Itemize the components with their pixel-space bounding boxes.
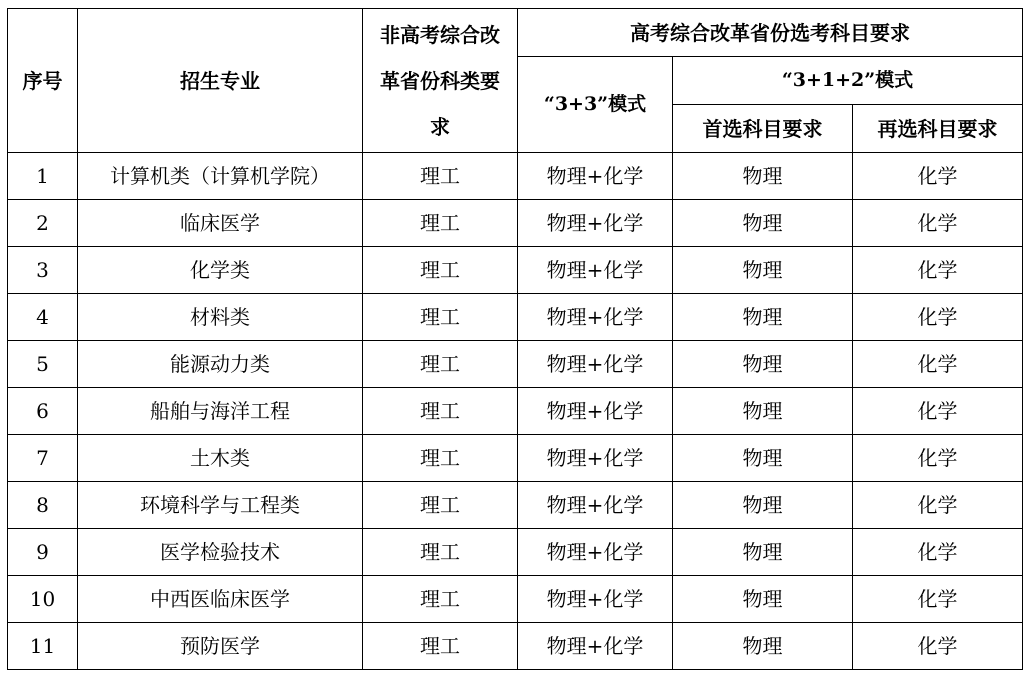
table-row bbox=[8, 482, 1023, 529]
table-row bbox=[8, 247, 1023, 294]
cell-non-reform: 理工 bbox=[363, 482, 518, 529]
header-mode-33: “3+3”模式 bbox=[518, 57, 673, 153]
table-row bbox=[8, 388, 1023, 435]
cell-first-choice: 物理 bbox=[673, 247, 853, 294]
cell-mode-33: 物理+化学 bbox=[518, 341, 673, 388]
admission-requirements-table bbox=[7, 8, 1023, 670]
table-header bbox=[8, 9, 1023, 153]
cell-mode-33: 物理+化学 bbox=[518, 576, 673, 623]
cell-first-choice: 物理 bbox=[673, 341, 853, 388]
cell-second-choice: 化学 bbox=[853, 294, 1023, 341]
cell-mode-33: 物理+化学 bbox=[518, 153, 673, 200]
cell-first-choice: 物理 bbox=[673, 200, 853, 247]
cell-second-choice: 化学 bbox=[853, 623, 1023, 670]
header-reform: 高考综合改革省份选考科目要求 bbox=[518, 9, 1023, 57]
cell-non-reform: 理工 bbox=[363, 576, 518, 623]
cell-non-reform: 理工 bbox=[363, 153, 518, 200]
cell-seq: 1 bbox=[8, 153, 78, 200]
cell-major: 计算机类（计算机学院） bbox=[78, 153, 363, 200]
cell-first-choice: 物理 bbox=[673, 576, 853, 623]
header-non-reform: 非高考综合改革省份科类要求 bbox=[363, 9, 518, 153]
cell-seq: 11 bbox=[8, 623, 78, 670]
cell-major: 中西医临床医学 bbox=[78, 576, 363, 623]
table-row bbox=[8, 576, 1023, 623]
cell-non-reform: 理工 bbox=[363, 435, 518, 482]
cell-seq: 10 bbox=[8, 576, 78, 623]
cell-seq: 9 bbox=[8, 529, 78, 576]
cell-second-choice: 化学 bbox=[853, 482, 1023, 529]
cell-non-reform: 理工 bbox=[363, 247, 518, 294]
cell-non-reform: 理工 bbox=[363, 623, 518, 670]
cell-non-reform: 理工 bbox=[363, 529, 518, 576]
cell-first-choice: 物理 bbox=[673, 482, 853, 529]
cell-seq: 8 bbox=[8, 482, 78, 529]
cell-second-choice: 化学 bbox=[853, 529, 1023, 576]
cell-second-choice: 化学 bbox=[853, 200, 1023, 247]
table-row bbox=[8, 294, 1023, 341]
cell-major: 临床医学 bbox=[78, 200, 363, 247]
table-body bbox=[8, 153, 1023, 670]
cell-first-choice: 物理 bbox=[673, 435, 853, 482]
header-second-choice: 再选科目要求 bbox=[853, 105, 1023, 153]
header-major: 招生专业 bbox=[78, 9, 363, 153]
cell-non-reform: 理工 bbox=[363, 200, 518, 247]
cell-seq: 2 bbox=[8, 200, 78, 247]
cell-seq: 4 bbox=[8, 294, 78, 341]
table-row bbox=[8, 153, 1023, 200]
cell-mode-33: 物理+化学 bbox=[518, 435, 673, 482]
cell-major: 能源动力类 bbox=[78, 341, 363, 388]
cell-major: 船舶与海洋工程 bbox=[78, 388, 363, 435]
cell-non-reform: 理工 bbox=[363, 388, 518, 435]
table-row bbox=[8, 341, 1023, 388]
header-seq: 序号 bbox=[8, 9, 78, 153]
cell-major: 环境科学与工程类 bbox=[78, 482, 363, 529]
table-row bbox=[8, 529, 1023, 576]
cell-seq: 6 bbox=[8, 388, 78, 435]
cell-first-choice: 物理 bbox=[673, 153, 853, 200]
table-row bbox=[8, 435, 1023, 482]
cell-second-choice: 化学 bbox=[853, 247, 1023, 294]
cell-major: 化学类 bbox=[78, 247, 363, 294]
cell-mode-33: 物理+化学 bbox=[518, 482, 673, 529]
cell-major: 医学检验技术 bbox=[78, 529, 363, 576]
cell-mode-33: 物理+化学 bbox=[518, 200, 673, 247]
cell-mode-33: 物理+化学 bbox=[518, 294, 673, 341]
cell-second-choice: 化学 bbox=[853, 388, 1023, 435]
table-row bbox=[8, 200, 1023, 247]
cell-mode-33: 物理+化学 bbox=[518, 247, 673, 294]
cell-mode-33: 物理+化学 bbox=[518, 388, 673, 435]
cell-major: 土木类 bbox=[78, 435, 363, 482]
cell-second-choice: 化学 bbox=[853, 153, 1023, 200]
cell-second-choice: 化学 bbox=[853, 576, 1023, 623]
cell-seq: 7 bbox=[8, 435, 78, 482]
cell-second-choice: 化学 bbox=[853, 341, 1023, 388]
cell-major: 材料类 bbox=[78, 294, 363, 341]
cell-mode-33: 物理+化学 bbox=[518, 623, 673, 670]
header-first-choice: 首选科目要求 bbox=[673, 105, 853, 153]
cell-non-reform: 理工 bbox=[363, 341, 518, 388]
header-row-1 bbox=[8, 9, 1023, 57]
cell-mode-33: 物理+化学 bbox=[518, 529, 673, 576]
table-row bbox=[8, 623, 1023, 670]
cell-non-reform: 理工 bbox=[363, 294, 518, 341]
cell-seq: 5 bbox=[8, 341, 78, 388]
cell-first-choice: 物理 bbox=[673, 388, 853, 435]
cell-second-choice: 化学 bbox=[853, 435, 1023, 482]
cell-first-choice: 物理 bbox=[673, 294, 853, 341]
cell-major: 预防医学 bbox=[78, 623, 363, 670]
cell-first-choice: 物理 bbox=[673, 529, 853, 576]
cell-seq: 3 bbox=[8, 247, 78, 294]
header-mode-312: “3+1+2”模式 bbox=[673, 57, 1023, 105]
cell-first-choice: 物理 bbox=[673, 623, 853, 670]
